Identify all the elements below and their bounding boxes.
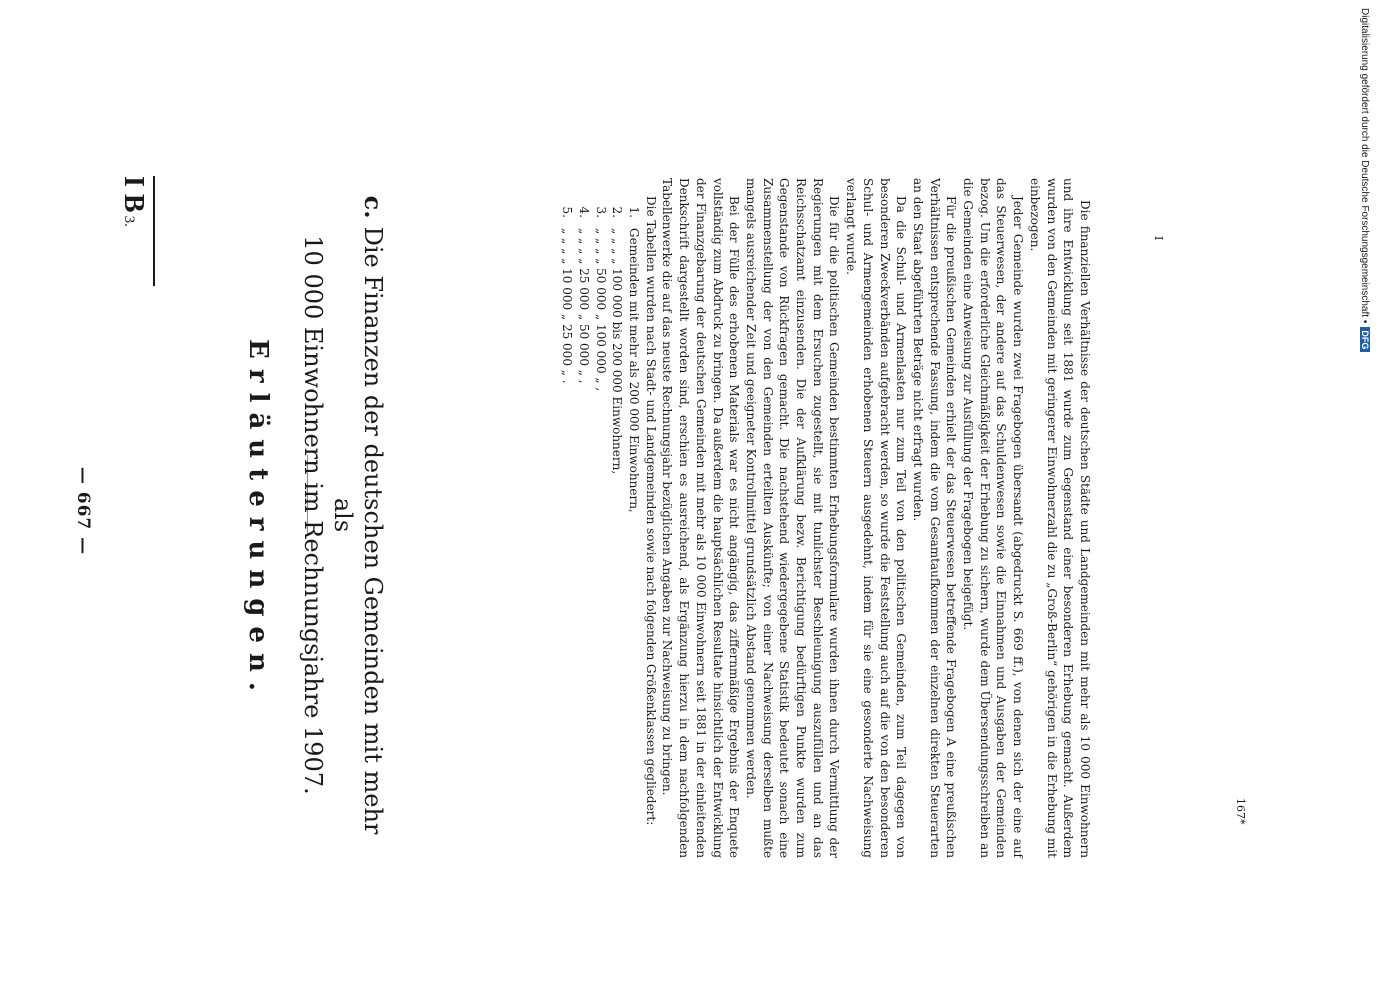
paragraph: Da die Schul- und Armenlasten nur zum Teil von den politischen Gemeinden, zum Teil dagegen von besonderen Zweckverbänden aufgebracht werden, so wurde die Feststellung auch auf die von den besonderen Schul- und Armengemeinden erhobenen Steuern ausgedehnt, indem für sie eine gesonderte Nachweisung verlangt wurde. [844,178,909,858]
list-item: 4. „ „ „ „ 25 000 „ 50 000 „ , [576,206,591,384]
dfg-credit [1359,8,1370,352]
paragraph: Die für die politischen Gemeinden bestimmten Erhebungsformulare wurden ihnen durch Vermittlung der Regierungen mit dem Ersuchen zugestellt, sie mit tunlichster Beschleunigung auszufüllen und an das Reichsschatzamt einzusenden. Die der Aufklärung bezw. Berichtigung bedürftigen Punkte wurden zum Gegenstande von Rückfragen gemacht. Die nachstehend wiedergegebene Statistik bedeutet sonach eine Zusammenstellung der von den Gemeinden erteilten Auskünfte; von einer Nachweisung derselben mußte mangels ausreichender Zeit und geeigneter Kontrollmittel grundsätzlich Abstand genommen werden. [743,178,842,858]
paragraph: Bei der Fülle des erhobenen Materials war es nicht angängig, das ziffernmäßige Ergebnis der Enquete vollständig zum Abdruck zu bringen. Da außerdem die hauptsächlichen Resultate hinsichtlich der Entwicklung der Finanzgebarung der deutschen Gemeinden mit mehr als 10 000 Einwohnern seit 1881 in der einleitenden Denkschrift dargestellt worden sind, erschien es ausreichend, als Ergänzung hierzu in dem nachfolgenden Tabellenwerke die auf das neuste Rechnungsjahr bezüglichen Angaben zur Nachweisung zu bringen. [660,178,742,858]
list-item: 2. „ „ „ „ 100 000 bis 200 000 Einwohnern, [610,206,625,475]
main-heading: Erläuterungen. [243,339,273,701]
subtitle-line-1: c.Die Finanzen der deutschen Gemeinden mit mehr als [329,195,388,835]
footer-signature-mark: 167* [1234,798,1247,825]
list-item: 5. „ „ „ „ 10 000 „ 25 000 „ . [560,206,575,384]
page-number: — 667 — [73,466,93,556]
section-tag [117,176,149,227]
size-class-list [559,178,643,858]
paragraph: Für die preußischen Gemeinden erhielt der das Steuerwesen betreffende Fragebogen A eine preußischen Verhältnissen entsprechende Fassung, indem die vom Gesamtaufkommen der einzelnen direkten Steuerarten an den Staat abgeführten Beträge nicht erfragt wurden. [910,178,959,858]
section-tag-main: I B [118,176,149,213]
dfg-credit-text: Digitalisierung gefördert durch die Deutsche Forschungsgemeinschaft • [1359,8,1370,324]
paragraph: Jeder Gemeinde wurden zwei Fragebogen übersandt (abgedruckt S. 669 ff.), von denen sich der eine auf das Steuerwesen, der andere auf das Schuldenwesen sowie die Einnahmen und Ausgaben der Gemeinden bezog. Um die erforderliche Gleichmäßigkeit der Erhebung zu sichern, wurde dem Übersendungsschreiben an die Gemeinden eine Anweisung zur Ausfüllung der Fragebogen beigefügt. [961,178,1026,858]
list-item: 3. „ „ „ „ 50 000 „ 100 000 „ , [593,206,608,392]
dfg-logo: DFG [1360,327,1370,352]
paragraph: Die Tabellen wurden nach Stadt- und Landgemeinden sowie nach folgenden Größenklassen gegliedert: [643,196,658,826]
printer-mark: I [1152,236,1165,241]
paragraph: Die finanziellen Verhältnisse der deutschen Städte und Landgemeinden mit mehr als 10 000 Einwohnern und ihre Entwicklung seit 1881 wurde zum Gegenstand einer besonderen Erhebung gemacht. Außerdem wurden von den Gemeinden mit geringerer Einwohnerzahl die zu „Groß-Berlin“ gehörigen in die Erhebung mit einbezogen. [1027,178,1092,858]
section-subtitle [298,180,388,850]
body-text [559,178,1094,858]
list-item: 1. Gemeinden mit mehr als 200 000 Einwohnern, [627,206,642,513]
subtitle-line-2: 10 000 Einwohnern im Rechnungsjahre 1907. [299,235,327,795]
section-tag-sub: 3. [121,215,137,227]
section-tag-underline [153,176,155,286]
subtitle-marker: c. [359,195,388,219]
